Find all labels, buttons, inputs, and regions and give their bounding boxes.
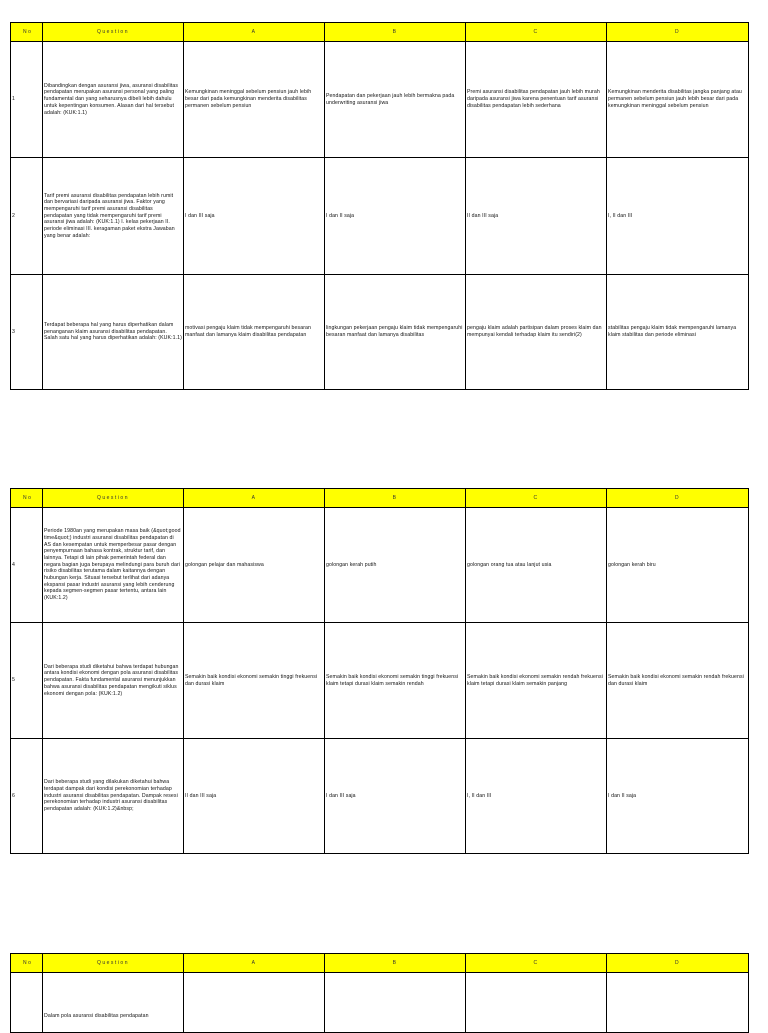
option-a: motivasi pengaju klaim tidak mempengaruhi besaran manfaat dan lamanya klaim disabilitas pendapatan [184, 275, 325, 390]
option-b: Pendapatan dan pekerjaan jauh lebih bermakna pada underwriting asuransi jiwa [325, 42, 466, 158]
option-a: Kemungkinan meninggal sebelum pensiun jauh lebih besar dari pada kemungkinan menderita disabilitas permanen sebelum pensiun [184, 42, 325, 158]
option-a: II dan III saja [184, 739, 325, 854]
table-row [11, 508, 749, 623]
question-table-1 [10, 22, 749, 390]
header-no: No [11, 23, 43, 42]
option-c: I, II dan III [466, 739, 607, 854]
header-d: D [607, 489, 749, 508]
option-c: pengaju klaim adalah partisipan dalam proses klaim dan mempunyai kendali terhadap klaim itu sendiri(2) [466, 275, 607, 390]
header-question: Question [43, 954, 184, 973]
header-c: C [466, 23, 607, 42]
question-number: 2 [11, 158, 43, 275]
table-row [11, 623, 749, 739]
header-b: B [325, 489, 466, 508]
header-b: B [325, 954, 466, 973]
question-number: 6 [11, 739, 43, 854]
header-d: D [607, 954, 749, 973]
table-row [11, 158, 749, 275]
table-row [11, 739, 749, 854]
header-no: No [11, 489, 43, 508]
header-c: C [466, 489, 607, 508]
table-row [11, 42, 749, 158]
header-a: A [184, 954, 325, 973]
option-b: golongan kerah putih [325, 508, 466, 623]
option-a: golongan pelajar dan mahasiswa [184, 508, 325, 623]
question-number: 3 [11, 275, 43, 390]
option-d: golongan kerah biru [607, 508, 749, 623]
table-row [11, 275, 749, 390]
header-a: A [184, 23, 325, 42]
option-d: I dan II saja [607, 739, 749, 854]
option-a: I dan III saja [184, 158, 325, 275]
header-c: C [466, 954, 607, 973]
question-text: Dari beberapa studi diketahui bahwa terdapat hubungan antara kondisi ekonomi dengan pola asuransi disabilitas pendapatan. Fakta fundamental asuransi menunjukkan bahwa asuransi disabilitas pendapatan mengikuti siklus ekonomi dengan pola: (KUK:1.2) [43, 623, 184, 739]
question-number: 1 [11, 42, 43, 158]
option-c: golongan orang tua atau lanjut usia [466, 508, 607, 623]
question-text: Terdapat beberapa hal yang harus diperhatikan dalam penanganan klaim asuransi disabilitas pendapatan. Salah satu hal yang harus diperhatikan adalah: (KUK:1.1) [43, 275, 184, 390]
question-text: Periode 1980an yang merupakan masa baik (&quot;good time&quot;) industri asuransi disabilitas pendapatan di AS dan kesempatan untuk memperbesar pasar dengan penyempurnaan bahasa kontrak, struktur tarif, dan lainnya. Tetapi di lain pihak pemerintah federal dan negara bagian juga berupaya melindungi para buruh dari risiko disabilitas terutama dalam kaitannya dengan hubungan kerja. Situasi tersebut terlihat dari adanya ekspansi pasar industri asuransi yang lebih cenderung kepada segmen-segmen pasar tertentu, antara lain (KUK:1.2) [43, 508, 184, 623]
header-no: No [11, 954, 43, 973]
option-d: I, II dan III [607, 158, 749, 275]
option-c: Semakin baik kondisi ekonomi semakin rendah frekuensi klaim tetapi durasi klaim semakin panjang [466, 623, 607, 739]
question-number: 5 [11, 623, 43, 739]
option-b: Semakin baik kondisi ekonomi semakin tinggi frekuensi klaim tetapi durasi klaim semakin rendah [325, 623, 466, 739]
question-text: Tarif premi asuransi disabilitas pendapatan lebih rumit dan bervariasi daripada asuransi jiwa. Faktor yang mempengaruhi tarif premi asuransi disabilitas pendapatan yang tidak mempengaruhi tarif premi asuransi jiwa adalah: (KUK:1.1) I. kelas pekerjaan II. periode eliminasi III. keragaman paket ekstra Jawaban yang benar adalah: [43, 158, 184, 275]
question-table-3 [10, 953, 749, 1033]
question-text: Dari beberapa studi yang dilakukan diketahui bahwa terdapat dampak dari kondisi perekonomian terhadap industri asuransi disabilitas pendapatan. Dampak resesi perekonomian terhadap industri asuransi disabilitas pendapatan adalah: (KUK:1.2)&nbsp; [43, 739, 184, 854]
question-text: Dibandingkan dengan asuransi jiwa, asuransi disabilitas pendapatan merupakan asuransi personal yang paling fundamental dan yang seharusnya dibeli lebih dahulu untuk kepentingan konsumen. Alasan dari hal tersebut adalah: (KUK:1.1) [43, 42, 184, 158]
option-c: Premi asuransi disabilitas pendapatan jauh lebih murah daripada asuransi jiwa karena penentuan tarif asuransi disabilitas pendapatan lebih sederhana [466, 42, 607, 158]
option-d: Semakin baik kondisi ekonomi semakin rendah frekuensi dan durasi klaim [607, 623, 749, 739]
option-a: Semakin baik kondisi ekonomi semakin tinggi frekuensi dan durasi klaim [184, 623, 325, 739]
header-row [11, 23, 749, 42]
header-row [11, 489, 749, 508]
question-text: Dalam pola asuransi disabilitas pendapatan [43, 973, 184, 1033]
option-d: stabilitas pengaju klaim tidak mempengaruhi lamanya klaim stabilitas dan periode eliminasi [607, 275, 749, 390]
question-number: 4 [11, 508, 43, 623]
header-d: D [607, 23, 749, 42]
option-b: I dan II saja [325, 158, 466, 275]
header-row [11, 954, 749, 973]
question-table-2 [10, 488, 749, 854]
option-b: I dan III saja [325, 739, 466, 854]
option-c: II dan III saja [466, 158, 607, 275]
option-d: Kemungkinan menderita disabilitas jangka panjang atau permanen sebelum pensiun jauh lebih besar dari pada kemungkinan meninggal sebelum pensiun [607, 42, 749, 158]
header-question: Question [43, 23, 184, 42]
header-b: B [325, 23, 466, 42]
header-a: A [184, 489, 325, 508]
option-b: lingkungan pekerjaan pengaju klaim tidak mempengaruhi besaran manfaat dan lamanya disabilitas [325, 275, 466, 390]
header-question: Question [43, 489, 184, 508]
